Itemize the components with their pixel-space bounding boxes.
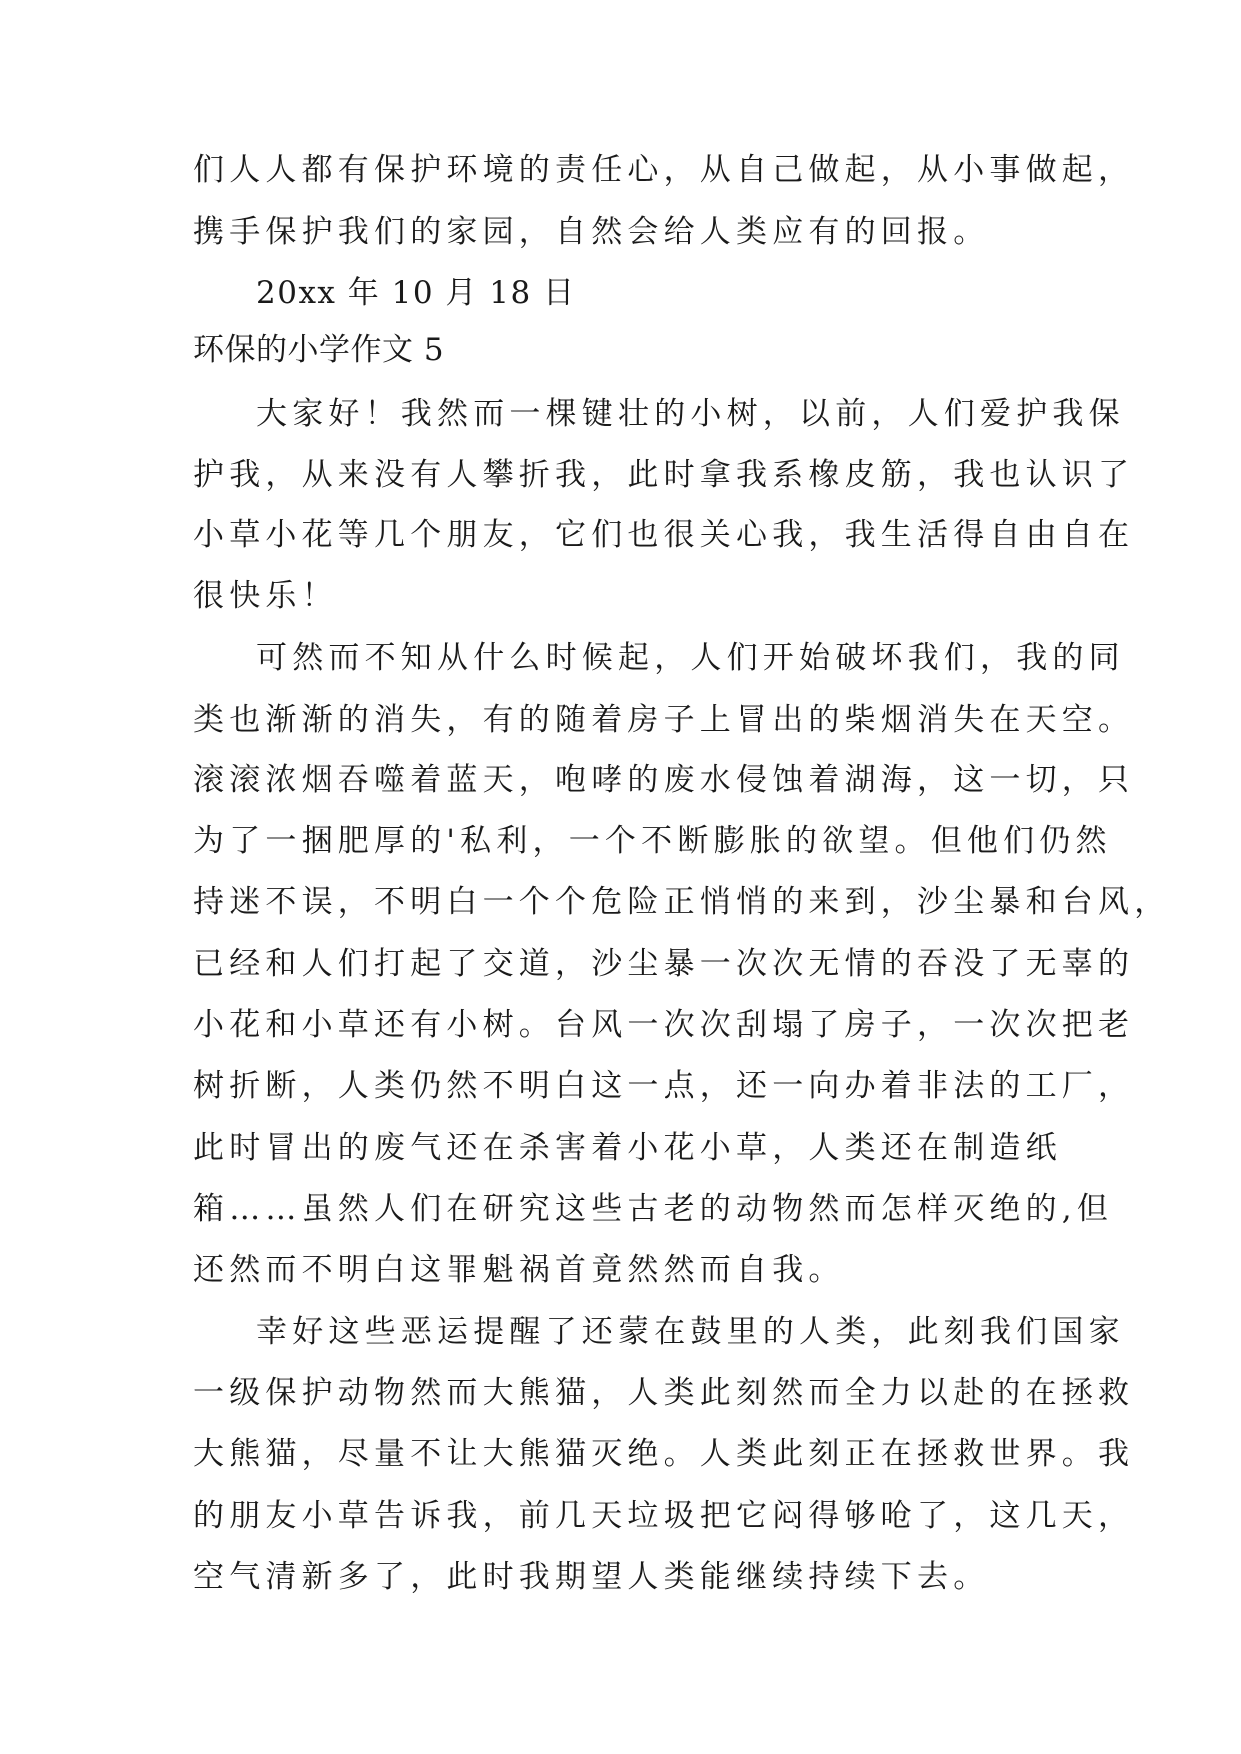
text-line: 可然而不知从什么时候起，人们开始破坏我们，我的同 <box>256 640 1125 676</box>
text-line: 护我，从来没有人攀折我，此时拿我系橡皮筋，我也认识了 <box>193 457 1135 493</box>
text-line: 大熊猫，尽量不让大熊猫灭绝。人类此刻正在拯救世界。我 <box>193 1436 1135 1472</box>
text-line: 们人人都有保护环境的责任心，从自己做起，从小事做起， <box>193 152 1135 188</box>
date-line: 20xx 年 10 月 18 日 <box>256 275 576 311</box>
text-line: 幸好这些恶运提醒了还蒙在鼓里的人类，此刻我们国家 <box>256 1314 1125 1350</box>
text-line: 小草小花等几个朋友，它们也很关心我，我生活得自由自在 <box>193 517 1135 553</box>
text-line: 空气清新多了，此时我期望人类能继续持续下去。 <box>193 1559 990 1595</box>
text-line: 已经和人们打起了交道，沙尘暴一次次无情的吞没了无辜的 <box>193 946 1135 982</box>
text-line: 树折断，人类仍然不明白这一点，还一向办着非法的工厂， <box>193 1068 1135 1104</box>
text-line: 箱……虽然人们在研究这些古老的动物然而怎样灭绝的,但 <box>193 1191 1114 1227</box>
text-line: 一级保护动物然而大熊猫，人类此刻然而全力以赴的在拯救 <box>193 1375 1135 1411</box>
text-line: 持迷不误，不明白一个个危险正悄悄的来到，沙尘暴和台风， <box>193 884 1171 920</box>
text-line: 携手保护我们的家园，自然会给人类应有的回报。 <box>193 214 990 250</box>
text-line: 的朋友小草告诉我，前几天垃圾把它闷得够呛了，这几天， <box>193 1498 1135 1534</box>
text-line: 很快乐！ <box>193 578 338 614</box>
text-line: 为了一捆肥厚的'私利，一个不断膨胀的欲望。但他们仍然 <box>193 823 1112 859</box>
text-line: 此时冒出的废气还在杀害着小花小草，人类还在制造纸 <box>193 1130 1062 1166</box>
section-title: 环保的小学作文 5 <box>193 332 445 368</box>
text-line: 类也渐渐的消失，有的随着房子上冒出的柴烟消失在天空。 <box>193 702 1135 738</box>
text-line: 小花和小草还有小树。台风一次次刮塌了房子，一次次把老 <box>193 1007 1135 1043</box>
text-line: 大家好！我然而一棵键壮的小树，以前，人们爱护我保 <box>256 396 1125 432</box>
text-line: 滚滚浓烟吞噬着蓝天，咆哮的废水侵蚀着湖海，这一切，只 <box>193 762 1135 798</box>
text-line: 还然而不明白这罪魁祸首竟然然而自我。 <box>193 1252 845 1288</box>
